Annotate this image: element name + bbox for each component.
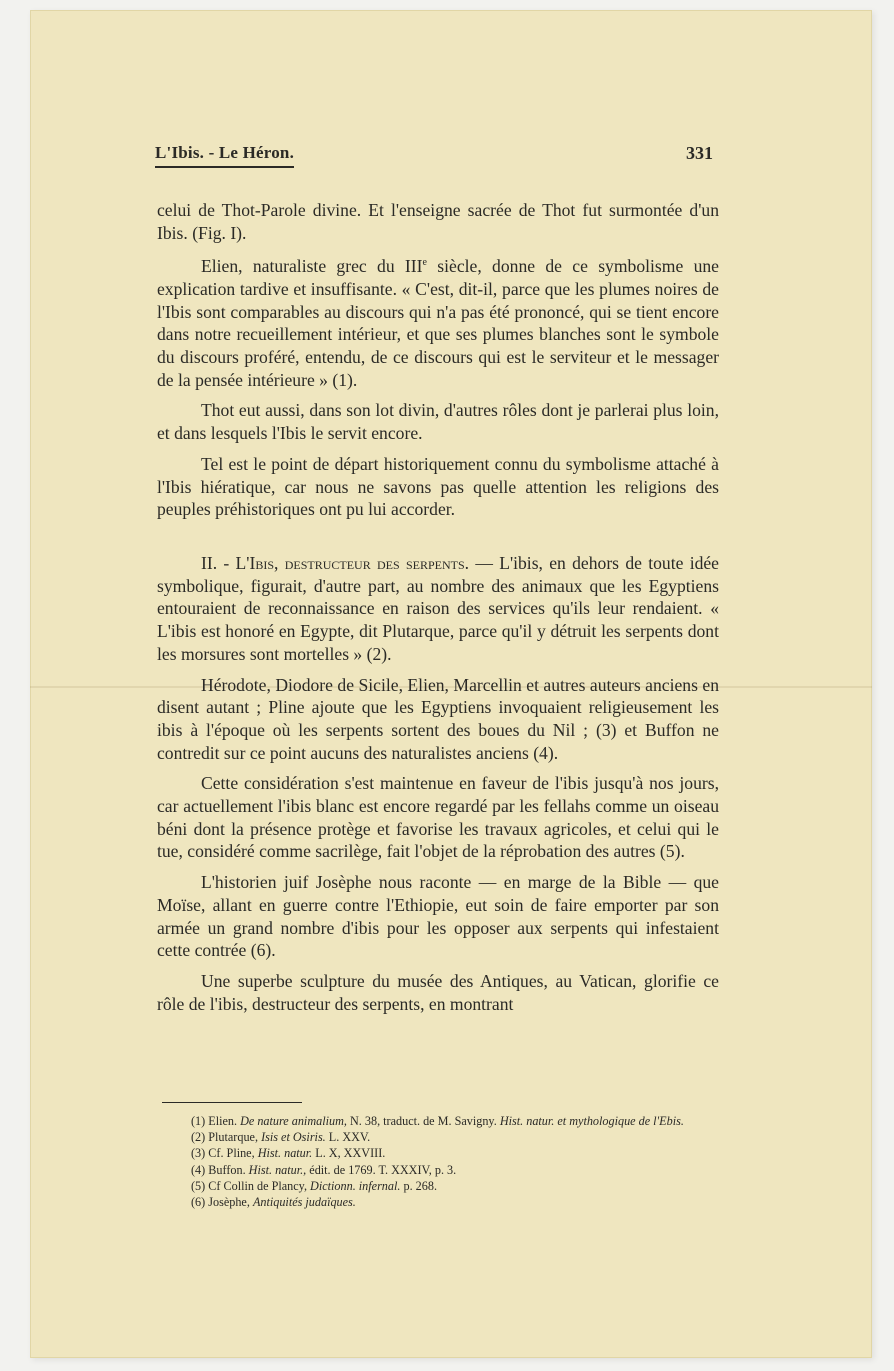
paragraph-2: [157, 252, 719, 391]
paragraph-2-start: Elien, naturaliste grec du III: [201, 256, 423, 277]
page-number: 331: [686, 143, 713, 163]
section-2-paragraph: [157, 552, 719, 666]
paragraph-1: celui de Thot-Parole divine. Et l'enseigne sacrée de Thot fut surmontée d'un Ibis. (Fig. I).: [157, 200, 719, 243]
footnote-4-text: (4) Buffon.: [191, 1162, 249, 1177]
section-2-text: — L'ibis, en dehors de toute idée symbolique, figurait, d'autre part, au nombre des animaux que les Egyptiens entouraient de reconnaissance en raison des services qu'ils leur rendaient. « L'ibis est honoré en Egypte, dit Plutarque, parce qu'il y détruit les serpents dont les morsures sont mortelles » (2).: [157, 553, 719, 664]
section-heading: II. - L'Ibis, destructeur des serpents.: [201, 553, 470, 573]
footnote-5-text: (5) Cf Collin de Plancy,: [191, 1178, 311, 1193]
footnote-1-ref: N. 38, traduct. de M. Savigny.: [346, 1114, 500, 1128]
paragraph-2-rest: siècle, donne de ce symbolisme une explication tardive et insuffisante. « C'est, dit-il, parce que les plumes noires de l'Ibis sont comparables au discours qui n'a pas été prononcé, qui se tient encore dans notre recueillement intérieur, et que ses plumes blanches sont le symbole du discours proféré, entendu, de ce discours qui est le serviteur et le messager de la pensée intérieure » (1).: [157, 256, 719, 390]
running-title: L'Ibis. - Le Héron.: [155, 143, 294, 168]
footnote-4-title: Hist. natur.,: [248, 1162, 307, 1177]
footnote-1: [163, 1113, 726, 1129]
footnote-1-subtitle: Hist. natur. et mythologique de l'Ebis.: [499, 1114, 684, 1128]
footnote-5-ref: p. 268.: [400, 1178, 437, 1193]
body-text: [157, 199, 719, 1015]
footnotes: [163, 1113, 726, 1210]
footnote-4: [163, 1162, 726, 1178]
footnote-3-title: Hist. natur.: [257, 1146, 313, 1161]
paragraph-7: Cette considération s'est maintenue en faveur de l'ibis jusqu'à nos jours, car actuellement l'ibis blanc est encore regardé par les fellahs comme un oiseau béni dont la présence protège et favorise les travaux agricoles, et celui qui le tue, considéré comme sacrilège, fait l'objet de la réprobation des autres (5).: [157, 773, 719, 862]
footnote-2-title: Isis et Osiris.: [261, 1130, 326, 1145]
footnote-2-ref: L. XXV.: [325, 1130, 371, 1145]
footnote-2-text: (2) Plutarque,: [191, 1130, 262, 1145]
footnote-3-text: (3) Cf. Pline,: [191, 1146, 258, 1161]
footnote-1-title: De nature animalium,: [240, 1114, 347, 1128]
footnote-divider: [162, 1102, 302, 1103]
paragraph-3: Thot eut aussi, dans son lot divin, d'autres rôles dont je parlerai plus loin, et dans lesquels l'Ibis le servit encore.: [157, 400, 719, 444]
paragraph-4: Tel est le point de départ historiquement connu du symbolisme attaché à l'Ibis hiératique, car nous ne savons pas quelle attention les religions des peuples préhistoriques ont pu lui accorder.: [157, 453, 719, 520]
footnote-1-text: (1) Elien.: [191, 1114, 241, 1128]
paragraph-8: L'historien juif Josèphe nous raconte — en marge de la Bible — que Moïse, allant en guerre contre l'Ethiopie, eut soin de faire emporter par son armée un grand nombre d'ibis pour les opposer aux serpents qui infestaient cette contrée (6).: [157, 872, 719, 961]
page-header: [155, 143, 725, 171]
paragraph-6: Hérodote, Diodore de Sicile, Elien, Marcellin et autres auteurs anciens en disent autant ; Pline ajoute que les Egyptiens invoquaient religieusement les ibis à l'époque où les serpents sortent des boues du Nil ; (3) et Buffon ne contredit sur ce point aucuns des naturalistes anciens (4).: [157, 674, 719, 763]
footnote-6: [163, 1194, 726, 1210]
footnote-6-title: Antiquités judaïques.: [252, 1195, 356, 1210]
century-superscript: e: [422, 257, 427, 269]
footnote-4-ref: édit. de 1769. T. XXXIV, p. 3.: [306, 1162, 457, 1177]
footnote-3-ref: L. X, XXVIII.: [312, 1146, 386, 1161]
paragraph-9: Une superbe sculpture du musée des Antiques, au Vatican, glorifie ce rôle de l'ibis, destructeur des serpents, en montrant: [157, 970, 719, 1014]
footnote-2: [163, 1129, 726, 1145]
footnote-3: [163, 1145, 726, 1161]
footnote-6-text: (6) Josèphe,: [191, 1195, 253, 1210]
footnote-5-title: Dictionn. infernal.: [310, 1178, 401, 1193]
footnote-5: [163, 1178, 726, 1194]
